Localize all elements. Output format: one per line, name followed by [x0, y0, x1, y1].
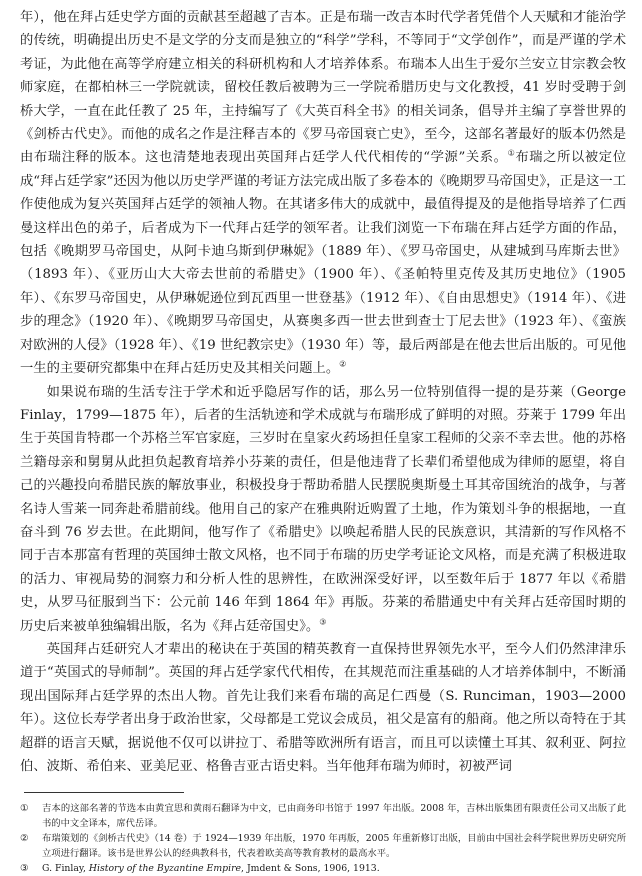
footnote-3-author: G. Finlay,: [42, 863, 89, 875]
footnotes: [20, 801, 626, 876]
paragraph-3-text: 英国拜占廷研究人才辈出的秘诀在于英国的精英教育一直保持世界领先水平，至今人们仍然津津乐道于“英国式的导师制”。英国的拜占廷学家代代相传，在其规范而注重基础的人才培养体制中，不断涌现出国际拜占廷学界的杰出人物。首先让我们来看布瑞的高足仁西曼（S. Runciman，1903—2000 年）。这位长寿学者出身于政治世家，父母都是工党议会成员，祖父是富有的船商。他之所以奇特在于其超群的语言天赋，据说他不仅可以讲拉丁、希腊等欧洲所有语言，而且可以读懂土耳其、叙利亚、阿拉伯、波斯、希伯来、亚美尼亚、格鲁吉亚古语史料。当年他拜布瑞为师时，初被严词: [20, 641, 626, 774]
paragraph-2: [20, 381, 626, 638]
footnote-1-text: 吉本的这部名著的节选本由黄宜思和黄雨石翻译为中文，已由商务印书馆于 1997 年出版。2008 年，吉林出版集团有限责任公司又出版了此书的中文全译本，席代岳译。: [42, 803, 626, 830]
footnote-3-publisher: , Jmdent & Sons, 1906, 1913.: [241, 863, 380, 875]
main-text: [20, 6, 626, 778]
paragraph-2-text: 如果说布瑞的生活专注于学术和近乎隐居写作的话，那么另一位特别值得一提的是芬莱（George Finlay，1799—1875 年），后者的生活轨迹和学术成就与布瑞形成了鲜明的对照。芬莱于 1799 年出生于英国肯特郡一个苏格兰军官家庭，三岁时在皇家火药场担任皇家工程师的父亲不幸去世。他的苏格兰籍母亲和舅舅从此担负起教育培养小芬莱的责任，但是他违背了长辈们希望他成为律师的愿望，将自己的兴趣投向希腊民族的解放事业，积极投身于帮助希腊人民摆脱奥斯曼土耳其帝国统治的战争，与著名诗人雪莱一同奔赴希腊前线。他用自己的家产在雅典附近购置了土地，作为策划斗争的根据地，一直奋斗到 76 岁去世。在此期间，他写作了《希腊史》以唤起希腊人民的民族意识，其清新的写作风格不同于吉本那富有哲理的英国绅士散文风格，也不同于布瑞的历史学考证论文风格，而是充满了积极进取的活力、审视局势的洞察力和分析人性的思辨性，在欧洲深受好评，以至数年后于 1877 年以《希腊史，从罗马征服到当下：公元前 146 年到 1864 年》再版。芬莱的希腊通史中有关拜占廷帝国时期的历史后来被单独编辑出版，名为《拜占廷帝国史》。: [20, 384, 626, 634]
footnote-3-mark: ③: [20, 863, 29, 875]
footnote-3: [20, 861, 626, 876]
footnote-ref-2[interactable]: ②: [339, 359, 347, 369]
paragraph-3: [20, 638, 626, 778]
footnote-3-book-title: History of the Byzantine Empire: [88, 863, 242, 875]
footnote-ref-1[interactable]: ①: [507, 149, 516, 159]
footnote-ref-3[interactable]: ③: [319, 617, 327, 627]
footnote-2-mark: ②: [20, 833, 29, 845]
paragraph-1: [20, 6, 626, 381]
paragraph-1-text-a: 年），他在拜占廷史学方面的贡献甚至超越了吉本。正是布瑞一改吉本时代学者凭借个人天赋和才能治学的传统，明确提出历史不是文学的分支而是独立的“科学”学科，不等同于“文学创作”，而是严谨的学术考证，为此他在高等学府建立相关的科研机构和人才培养体系。布瑞本人出生于爱尔兰安立甘宗教会牧师家庭，在都柏林三一学院就读，留校任教后被聘为三一学院希腊历史与文化教授，41 岁时受聘于剑桥大学，一直在此任教了 25 年，主持编写了《大英百科全书》的相关词条，倡导并主编了享誉世界的《剑桥古代史》。而他的成名之作是注释吉本的《罗马帝国衰亡史》，至今，这部名著最好的版本仍然是由布瑞注释的版本。这也清楚地表现出英国拜占廷学人代代相传的“学源”关系。: [20, 10, 626, 166]
footnote-1-mark: ①: [20, 803, 29, 815]
footnote-1: [20, 801, 626, 831]
paragraph-1-text-b: 布瑞之所以被定位成“拜占廷学家”还因为他以历史学严谨的考证方法完成出版了多卷本的《晚期罗马帝国史》，正是这一工作使他成为复兴英国拜占廷学的领袖人物。在其诸多伟大的成就中，最值得提及的是他指导培养了仁西曼这样出色的弟子，后者成为下一代拜占廷学的领军者。让我们浏览一下布瑞在拜占廷学方面的作品，包括《晚期罗马帝国史，从阿卡迪乌斯到伊琳妮》（1889 年）、《罗马帝国史，从建城到马库斯去世》（1893 年）、《亚历山大大帝去世前的希腊史》（1900 年）、《圣帕特里克传及其历史地位》（1905 年）、《东罗马帝国史，从伊琳妮逊位到瓦西里一世登基》（1912 年）、《自由思想史》（1914 年）、《进步的理念》（1920 年）、《晚期罗马帝国史，从赛奥多西一世去世到查士丁尼去世》（1923 年）、《蛮族对欧洲的人侵》（1928 年）、《19 世纪教宗史》（1930 年）等，最后两部是在他去世后出版的。可见他一生的主要研究都集中在拜占廷历史及其相关问题上。: [20, 150, 626, 377]
footnote-2-text: 布瑞策划的《剑桥古代史》（14 卷）于 1924—1939 年出版，1970 年再版，2005 年重新修订出版，目前由中国社会科学院世界历史研究所立项进行翻译。该书是世界公认的经典教科书，代表着欧美高等教育教材的最高水平。: [42, 833, 626, 860]
footnote-divider: [24, 792, 184, 793]
footnote-2: [20, 831, 626, 861]
footnote-3-text: [42, 861, 626, 876]
